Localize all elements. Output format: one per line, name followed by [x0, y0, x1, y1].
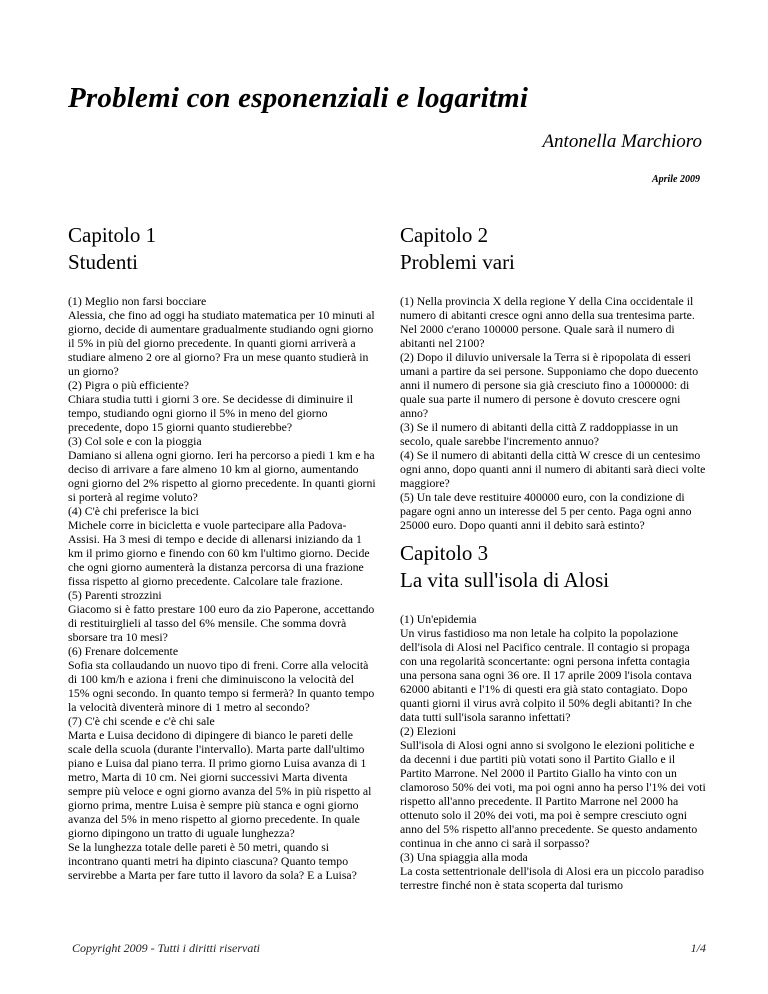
problem-text: Sull'isola di Alosi ogni anno si svolgono le elezioni politiche e da decenni i due partiti più votati sono il Partito Giallo e il Partito Marrone. Nel 2000 il Partito Giallo ha vinto con un clamoroso 50% dei voti, ma poi ogni anno ha perso l'1% dei voti rispetto all'anno precedente. Il Partito Marrone nel 2000 ha ottenuto solo il 20% dei voti, ma poi è sempre cresciuto ogni anno del 5% rispetto all'anno precedente. Se questo andamento continua in che anno ci sarà il sorpasso? — [400, 738, 706, 850]
problem-label: (5) Parenti strozzini — [68, 588, 162, 602]
problem — [400, 420, 708, 448]
problem-text: (5) Un tale deve restituire 400000 euro, con la condizione di pagare ogni anno un interesse del 5 per cento. Paga ogni anno 25000 euro. Dopo quanti anni il debito sarà estinto? — [400, 490, 692, 532]
problem-text: La costa settentrionale dell'isola di Alosi era un piccolo paradiso terrestre finché non è stata scoperta dal turismo — [400, 864, 704, 892]
footer-page-number: 1/4 — [690, 941, 706, 955]
problem-label: (2) Pigra o più efficiente? — [68, 378, 189, 392]
problem-text: (2) Dopo il diluvio universale la Terra si è ripopolata di esseri umani a partire da sei persone. Supponiamo che dopo duecento anni il numero di persone sia già cresciuto fino a 1000000: di quale sua parte il numero di persone è dovuto crescere ogni anno? — [400, 350, 699, 420]
problem-text: Chiara studia tutti i giorni 3 ore. Se decidesse di diminuire il tempo, studiando ogni giorno il 5% in meno del giorno precedente, dopo 15 giorni quanto studierebbe? — [68, 392, 354, 434]
problem — [68, 504, 376, 588]
problem-label: (3) Una spiaggia alla moda — [400, 850, 528, 864]
chapter-heading — [400, 222, 708, 276]
problem — [68, 378, 376, 434]
page-title: Problemi con esponenziali e logaritmi — [68, 82, 529, 114]
problem-label: (2) Elezioni — [400, 724, 457, 738]
left-column — [68, 222, 376, 892]
problem — [400, 448, 708, 490]
problem-text: Sofia sta collaudando un nuovo tipo di freni. Corre alla velocità di 100 km/h e aziona i freni che diminuiscono la velocità del 15% ogni secondo. In quanto tempo si fermerà? In quanto tempo la velocità diventerà minore di 1 metro al secondo? — [68, 658, 375, 714]
footer-copyright: Copyright 2009 - Tutti i diritti riservati — [72, 941, 261, 955]
problem — [68, 294, 376, 378]
document-date: Aprile 2009 — [651, 174, 700, 185]
two-column-body — [68, 222, 708, 892]
page-footer — [72, 941, 706, 956]
problem-label: (7) C'è chi scende e c'è chi sale — [68, 714, 215, 728]
problem — [400, 350, 708, 420]
problem-text: Michele corre in bicicletta e vuole partecipare alla Padova-Assisi. Ha 3 mesi di tempo e decide di allenarsi iniziando da 1 km il primo giorno e finendo con 60 km l'ultimo giorno. Decide che ogni giorno aumenterà la distanza percorsa di una frazione fissa rispetto al giorno precedente. Calcolare tale frazione. — [68, 518, 370, 588]
problem-text: Giacomo si è fatto prestare 100 euro da zio Paperone, accettando di restituirglieli al tasso del 6% mensile. Che somma dovrà sborsare tra 10 mesi? — [68, 602, 375, 644]
chapter-number: Capitolo 1 — [68, 223, 157, 247]
problem-text: Damiano si allena ogni giorno. Ieri ha percorso a piedi 1 km e ha deciso di arrivare a fare almeno 10 km al giorno, aumentando ogni giorno del 2% rispetto al giorno precedente. In quanti giorni si porterà al regime voluto? — [68, 448, 376, 504]
chapter-heading — [68, 222, 376, 276]
problem — [400, 612, 708, 724]
chapter-number: Capitolo 2 — [400, 223, 489, 247]
problem-text: (1) Nella provincia X della regione Y della Cina occidentale il numero di abitanti cresce ogni anno della sua trentesima parte. Nel 2000 c'erano 100000 persone. Quale sarà il numero di abitanti nel 2100? — [400, 294, 695, 350]
problem — [68, 644, 376, 714]
problem — [400, 724, 708, 850]
chapter-heading — [400, 540, 708, 594]
author-name: Antonella Marchioro — [542, 131, 702, 152]
problem — [68, 434, 376, 504]
problem-text: Alessia, che fino ad oggi ha studiato matematica per 10 minuti al giorno, decide di aumentare gradualmente studiando ogni giorno il 5% in più del giorno precedente. In quanti giorni arriverà a studiare almeno 2 ore al giorno? Fra un mese quanto studierà in un giorno? — [68, 308, 375, 378]
problem — [400, 850, 708, 892]
right-column — [400, 222, 708, 892]
problem — [400, 490, 708, 532]
chapter-3 — [400, 540, 708, 892]
problem-text: (4) Se il numero di abitanti della città W cresce di un centesimo ogni anno, dopo quanti anni il numero di abitanti sarà dieci volte maggiore? — [400, 448, 706, 490]
chapter-title: Problemi vari — [400, 250, 515, 274]
problem — [68, 588, 376, 644]
problem-text: (3) Se il numero di abitanti della città Z raddoppiasse in un secolo, quale sarebbe l'incremento annuo? — [400, 420, 679, 448]
chapter-1 — [68, 222, 376, 882]
problem-text: Un virus fastidioso ma non letale ha colpito la popolazione dell'isola di Alosi nel Pacifico centrale. Il contagio si propaga con una regolarità sconcertante: ogni persona infetta contagia una persona sana ogni 36 ore. Il 17 aprile 2009 l'isola contava 62000 abitanti e l'1% di questi era già stato contagiato. Dopo quanti giorni il virus avrà colpito il 50% degli abitanti? In che data tutti sull'isola saranno infettati? — [400, 626, 692, 724]
problem-text: Marta e Luisa decidono di dipingere di bianco le pareti delle scale della scuola (durante l'intervallo). Marta parte dall'ultimo piano e Luisa dal piano terra. Il primo giorno Luisa avanza di 1 metro, Marta di 10 cm. Nei giorni successivi Marta diventa sempre più veloce e ogni giorno avanza del 5% in più rispetto al giorno prima, mentre Luisa è sempre più stanca e ogni giorno avanza del 5% in meno rispetto al giorno precedente. In quale giorno dipingono un tratto di uguale lunghezza? — [68, 728, 372, 840]
chapter-2 — [400, 222, 708, 532]
problem-label: (1) Meglio non farsi bocciare — [68, 294, 207, 308]
chapter-title: La vita sull'isola di Alosi — [400, 568, 610, 592]
problem-text: Se la lunghezza totale delle pareti è 50 metri, quando si incontrano quanti metri ha dipinto ciascuna? Quanto tempo servirebbe a Marta per fare tutto il lavoro da sola? E a Luisa? — [68, 840, 357, 882]
chapter-number: Capitolo 3 — [400, 541, 489, 565]
problem — [68, 714, 376, 882]
chapter-title: Studenti — [68, 250, 139, 274]
problem-label: (1) Un'epidemia — [400, 612, 477, 626]
problem-label: (6) Frenare dolcemente — [68, 644, 179, 658]
problem-label: (3) Col sole e con la pioggia — [68, 434, 202, 448]
problem — [400, 294, 708, 350]
problem-label: (4) C'è chi preferisce la bici — [68, 504, 199, 518]
